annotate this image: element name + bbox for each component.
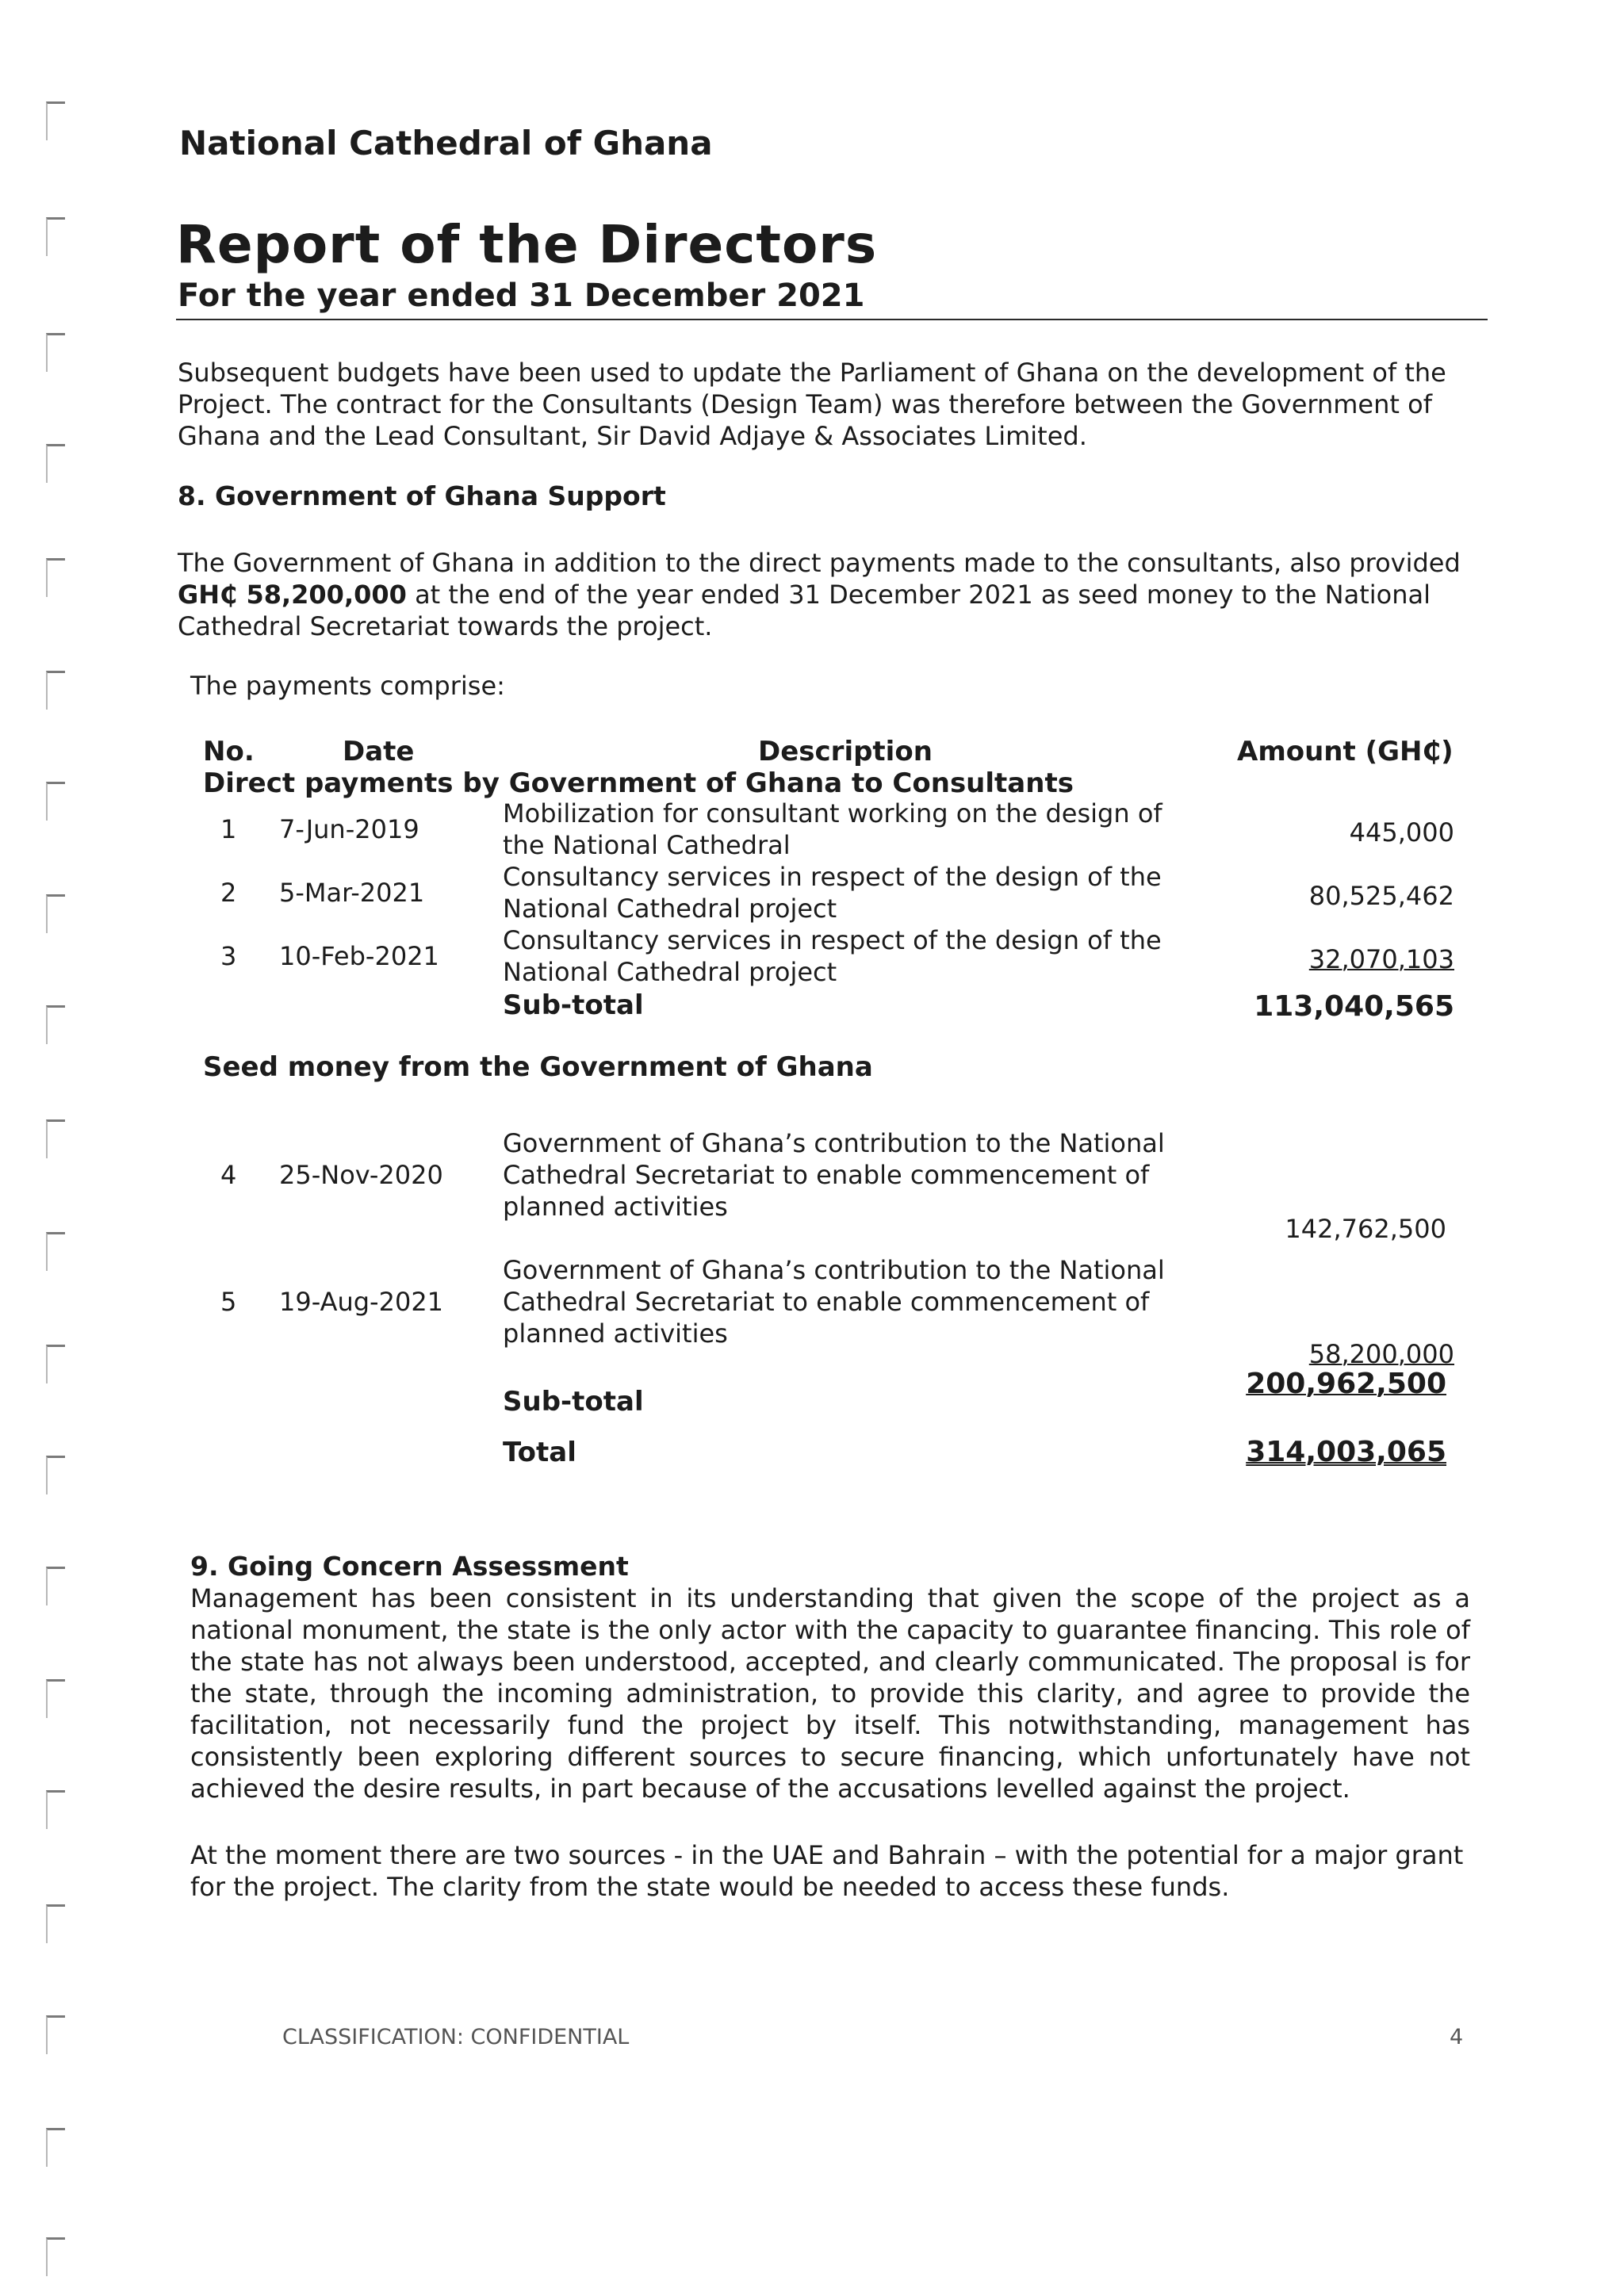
binding-mark <box>46 1456 65 1494</box>
column-header-date: Date <box>343 736 415 767</box>
row-amount: 445,000 <box>1349 817 1454 848</box>
column-header-amount: Amount (GH₵) <box>1237 736 1454 767</box>
header-divider <box>176 319 1488 320</box>
binding-mark <box>46 2128 65 2167</box>
column-header-description: Description <box>758 736 933 767</box>
organization-name: National Cathedral of Ghana <box>179 124 713 163</box>
row-description-line: Government of Ghana’s contribution to the National <box>503 1128 1165 1158</box>
binding-mark <box>46 217 65 256</box>
binding-mark <box>46 1232 65 1271</box>
binding-mark <box>46 444 65 483</box>
binding-mark <box>46 671 65 710</box>
binding-mark <box>46 2015 65 2054</box>
row-amount: 80,525,462 <box>1308 881 1454 911</box>
page-subtitle: For the year ended 31 December 2021 <box>178 277 865 314</box>
subtotal-label: Sub-total <box>503 989 644 1021</box>
binding-mark <box>46 1005 65 1044</box>
row-description-line: Cathedral Secretariat to enable commencement of <box>503 1160 1150 1190</box>
binding-mark <box>46 333 65 372</box>
row-number: 2 <box>220 878 237 908</box>
classification-label: CLASSIFICATION: CONFIDENTIAL <box>282 2025 630 2049</box>
section-8-text-before: The Government of Ghana in addition to the direct payments made to the consultants, also provided <box>178 548 1461 578</box>
row-description-line: the National Cathedral <box>503 830 791 860</box>
section-9-heading: 9. Going Concern Assessment <box>190 1551 629 1582</box>
payments-lead-in: The payments comprise: <box>190 671 505 701</box>
row-description-line: Consultancy services in respect of the design of the <box>503 925 1162 955</box>
row-number: 3 <box>220 941 237 971</box>
row-description-line: Consultancy services in respect of the design of the <box>503 862 1162 892</box>
binding-mark <box>46 101 65 140</box>
row-description-line: Government of Ghana’s contribution to the National <box>503 1255 1165 1285</box>
row-description-line: National Cathedral project <box>503 894 837 924</box>
row-description-line: Cathedral Secretariat to enable commencement of <box>503 1287 1150 1317</box>
binding-mark <box>46 894 65 933</box>
binding-mark <box>46 1345 65 1383</box>
row-date: 25-Nov-2020 <box>279 1160 443 1190</box>
row-date: 5-Mar-2021 <box>279 878 425 908</box>
subtotal-amount: 200,962,500 <box>1246 1368 1446 1400</box>
subtotal-label: Sub-total <box>503 1386 644 1418</box>
column-header-no: No. <box>203 736 255 767</box>
page-title: Report of the Directors <box>176 214 878 275</box>
page-number: 4 <box>1450 2025 1464 2049</box>
binding-mark <box>46 1119 65 1158</box>
group-title-seed-money: Seed money from the Government of Ghana <box>203 1051 873 1083</box>
row-description-line: planned activities <box>503 1192 728 1222</box>
row-date: 7-Jun-2019 <box>279 814 419 844</box>
row-description-line: planned activities <box>503 1318 728 1349</box>
binding-mark <box>46 1567 65 1605</box>
row-number: 5 <box>220 1287 237 1317</box>
section-8-paragraph <box>178 547 1489 642</box>
row-number: 1 <box>220 814 237 844</box>
intro-paragraph: Subsequent budgets have been used to update the Parliament of Ghana on the development of the Project. The contract for the Consultants (Design Team) was therefore between the Government of Ghana and the Lead Consultant, Sir David Adjaye & Associates Limited. <box>178 358 1446 451</box>
row-date: 19-Aug-2021 <box>279 1287 444 1317</box>
row-number: 4 <box>220 1160 237 1190</box>
binding-mark <box>46 1679 65 1718</box>
row-description-line: National Cathedral project <box>503 957 837 987</box>
binding-mark <box>46 1790 65 1829</box>
row-amount: 58,200,000 <box>1308 1339 1454 1369</box>
section-8-text-after: at the end of the year ended 31 December 2021 as seed money to the National Cathedral Secretariat towards the project. <box>178 580 1431 641</box>
binding-mark <box>46 2237 65 2276</box>
row-date: 10-Feb-2021 <box>279 941 439 971</box>
subtotal-amount: 113,040,565 <box>1254 990 1454 1023</box>
row-description-line: Mobilization for consultant working on the design of <box>503 798 1162 828</box>
row-amount: 142,762,500 <box>1285 1214 1446 1244</box>
section-8-heading: 8. Government of Ghana Support <box>178 480 666 511</box>
total-label: Total <box>503 1437 576 1468</box>
section-9-paragraph: Management has been consistent in its understanding that given the scope of the project as a national monument, the state is the only actor with the capacity to guarantee financing. This role of the state has not always been understood, accepted, and clearly communicated. The proposal is for the state, through the incoming administration, to provide this clarity, and agree to provide the facilitation, not necessarily fund the project by itself. This notwithstanding, management has consistently been exploring different sources to secure financing, which unfortunately have not achieved the desire results, in part because of the accusations levelled against the project. <box>190 1583 1470 1804</box>
binding-mark <box>46 1904 65 1943</box>
row-amount: 32,070,103 <box>1308 944 1454 974</box>
section-9-paragraph: At the moment there are two sources - in the UAE and Bahrain – with the potential for a major grant for the project. The clarity from the state would be needed to access these funds. <box>190 1840 1464 1902</box>
group-title-direct-payments: Direct payments by Government of Ghana to Consultants <box>203 767 1074 799</box>
total-amount: 314,003,065 <box>1246 1436 1446 1468</box>
binding-mark <box>46 782 65 821</box>
seed-money-amount: GH₵ 58,200,000 <box>178 580 407 610</box>
binding-mark <box>46 558 65 597</box>
